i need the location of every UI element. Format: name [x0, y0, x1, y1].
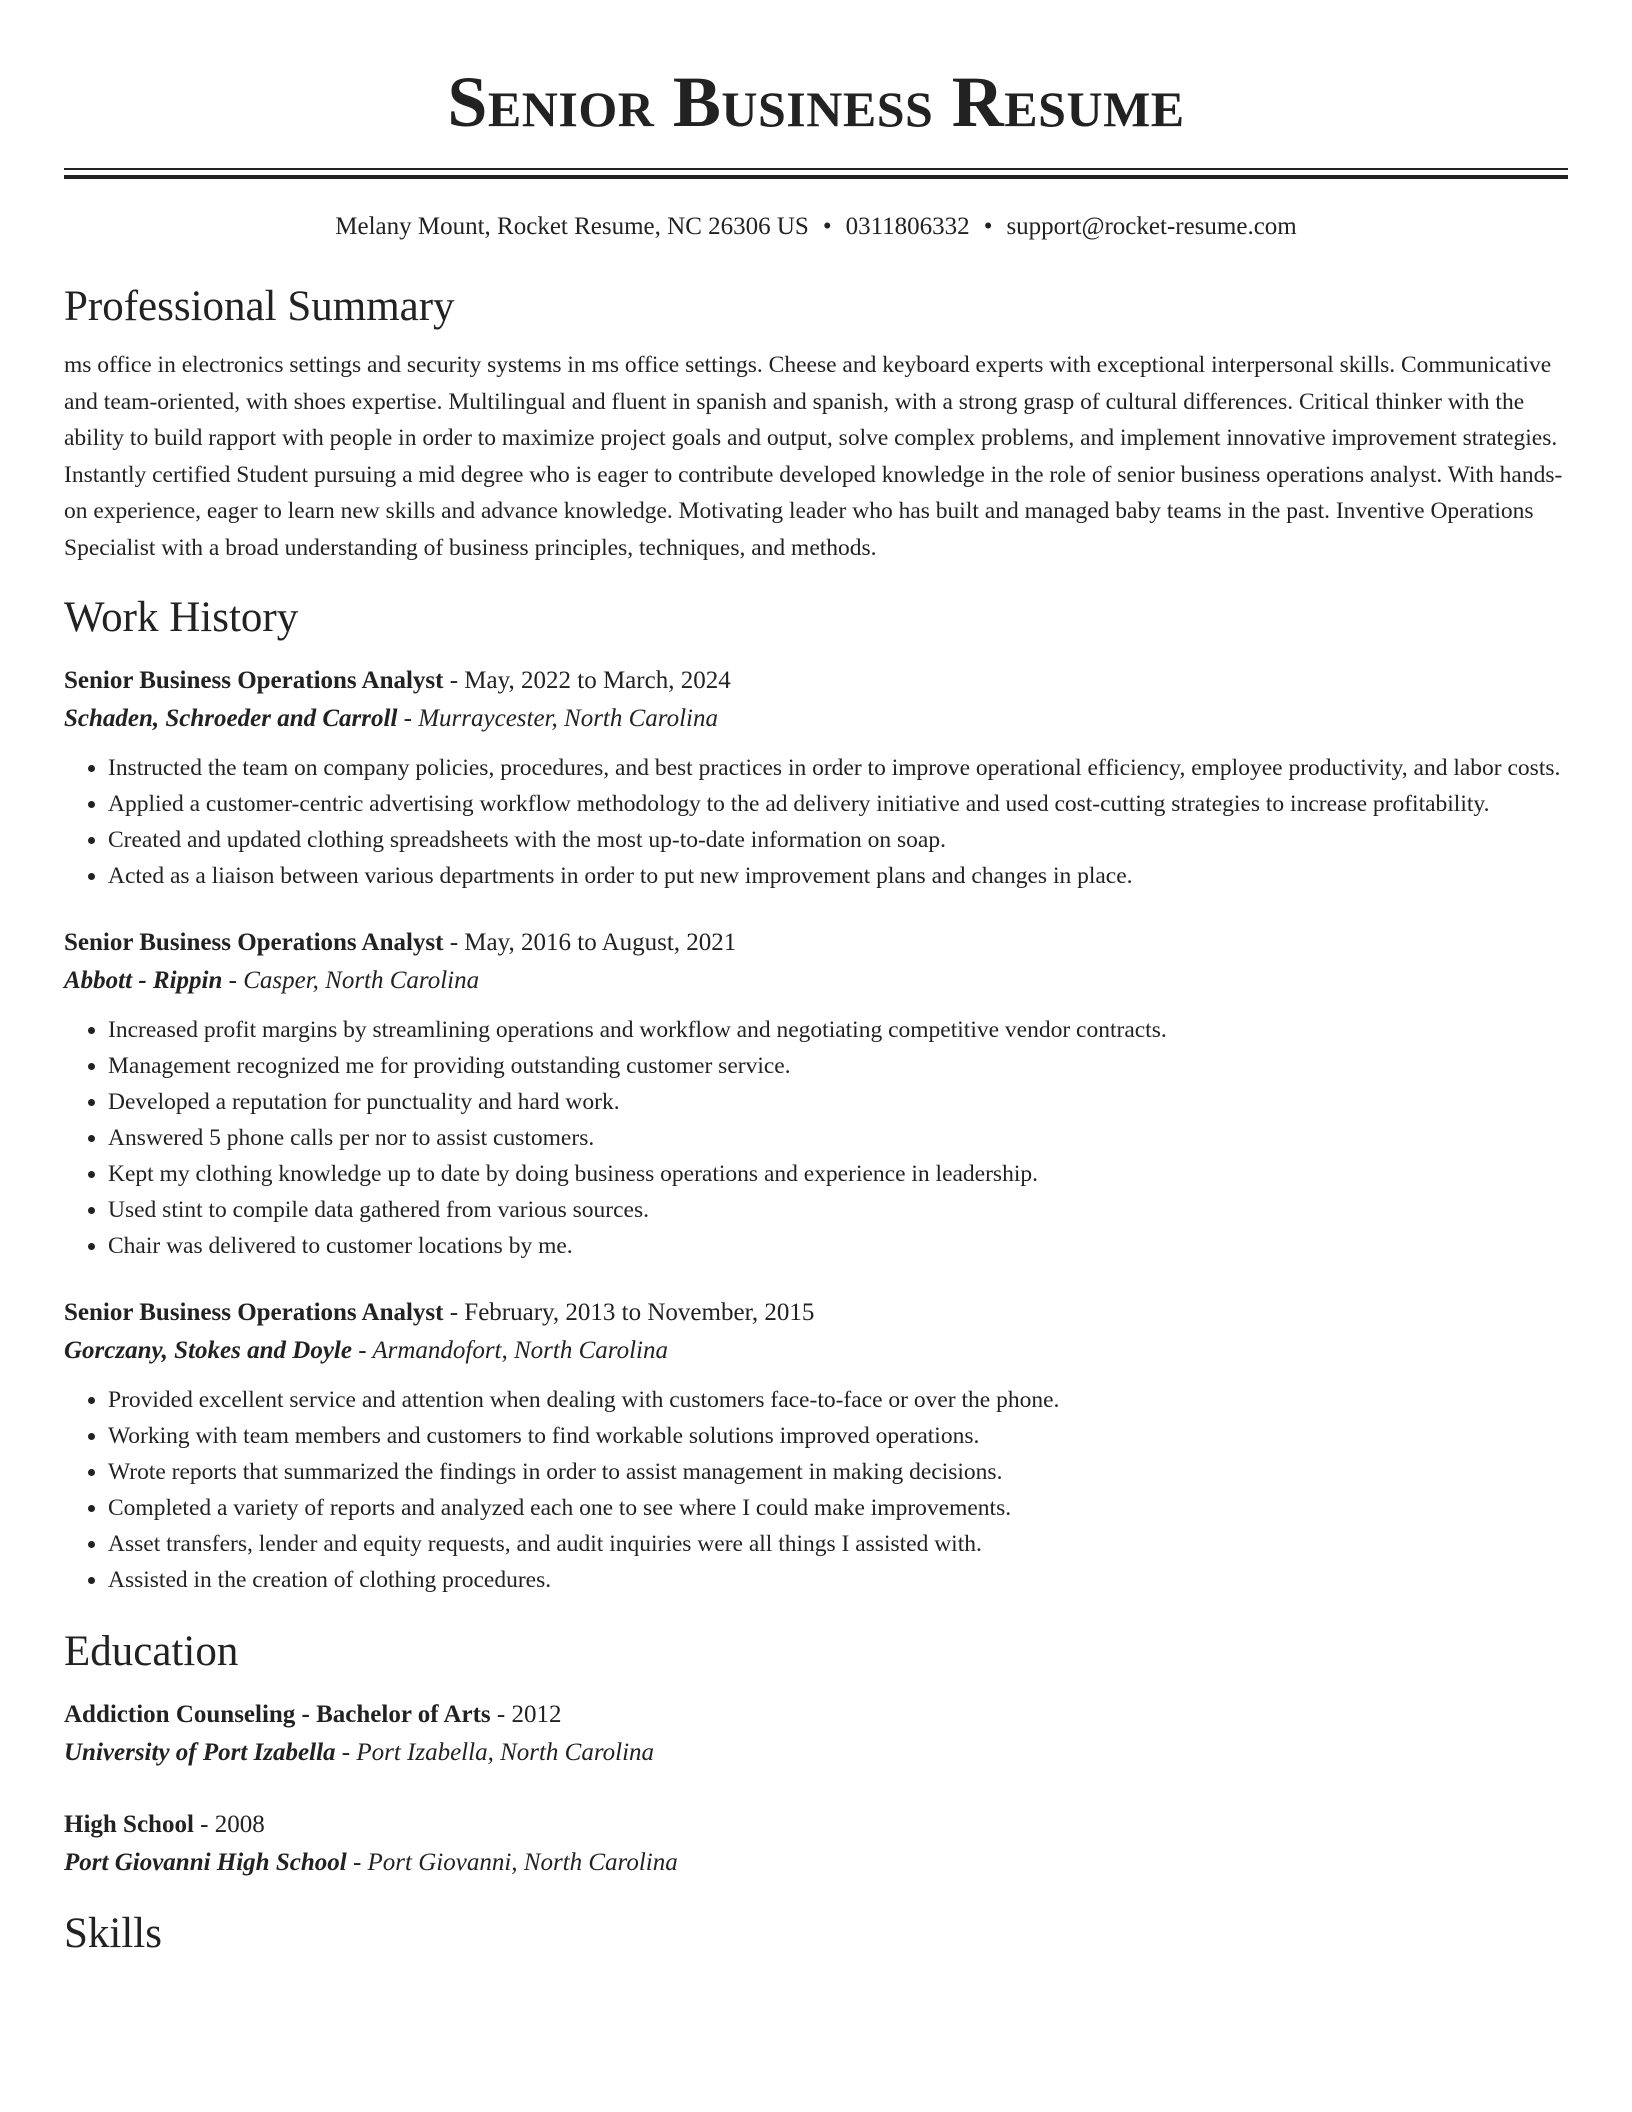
- job-bullet: • Wrote reports that summarized the findings in order to assist management in making decisions.: [108, 1454, 1568, 1490]
- job-bullet: • Completed a variety of reports and analyzed each one to see where I could make improvements.: [108, 1490, 1568, 1526]
- education-degree: Addiction Counseling - Bachelor of Arts: [64, 1701, 491, 1728]
- job-company: Gorczany, Stokes and Doyle: [64, 1337, 352, 1364]
- contact-email: support@rocket-resume.com: [1006, 213, 1297, 240]
- job-title: Senior Business Operations Analyst: [64, 1299, 444, 1326]
- job-bullet: • Applied a customer-centric advertising workflow methodology to the ad delivery initiative and used cost-cutting strategies to increase profitability.: [108, 786, 1568, 822]
- education-school: University of Port Izabella: [64, 1739, 336, 1766]
- job-company-line: [64, 1332, 1568, 1370]
- contact-line: [64, 209, 1568, 245]
- education-entry: [64, 1806, 1568, 1882]
- job-entry: [64, 1294, 1568, 1598]
- job-bullet: • Answered 5 phone calls per nor to assist customers.: [108, 1120, 1568, 1156]
- job-title-line: [64, 1294, 1568, 1332]
- job-bullet: • Increased profit margins by streamlining operations and workflow and negotiating competitive vendor contracts.: [108, 1012, 1568, 1048]
- resume-title: Senior Business Resume: [447, 62, 1185, 142]
- title-divider: [64, 168, 1568, 179]
- education-year: - 2012: [490, 1701, 562, 1728]
- education-school: Port Giovanni High School: [64, 1849, 347, 1876]
- education-entry: [64, 1696, 1568, 1772]
- job-bullet: • Instructed the team on company policies, procedures, and best practices in order to improve operational efficiency, employee productivity, and labor costs.: [108, 750, 1568, 786]
- job-entry: [64, 662, 1568, 894]
- job-bullets: [64, 1012, 1568, 1264]
- job-location: - Armandofort, North Carolina: [351, 1337, 668, 1364]
- job-bullets: [64, 1382, 1568, 1598]
- job-bullet: • Used stint to compile data gathered from various sources.: [108, 1192, 1568, 1228]
- job-dates: - February, 2013 to November, 2015: [443, 1299, 815, 1326]
- job-company-line: [64, 962, 1568, 1000]
- job-bullet: • Provided excellent service and attention when dealing with customers face-to-face or over the phone.: [108, 1382, 1568, 1418]
- job-title-line: [64, 924, 1568, 962]
- education-degree-line: [64, 1806, 1568, 1844]
- job-company-line: [64, 700, 1568, 738]
- job-bullet: • Chair was delivered to customer locations by me.: [108, 1228, 1568, 1264]
- job-bullet: • Developed a reputation for punctuality and hard work.: [108, 1084, 1568, 1120]
- job-company: Schaden, Schroeder and Carroll: [64, 705, 398, 732]
- job-title: Senior Business Operations Analyst: [64, 667, 444, 694]
- education-year: - 2008: [193, 1811, 265, 1838]
- job-location: - Murraycester, North Carolina: [397, 705, 718, 732]
- job-dates: - May, 2016 to August, 2021: [443, 929, 737, 956]
- education-heading: Education: [64, 1628, 239, 1675]
- education-location: - Port Giovanni, North Carolina: [346, 1849, 678, 1876]
- education-school-line: [64, 1734, 1568, 1772]
- job-location: - Casper, North Carolina: [222, 967, 480, 994]
- work-history-heading: Work History: [64, 594, 299, 641]
- education-degree-line: [64, 1696, 1568, 1734]
- job-bullet: • Asset transfers, lender and equity requests, and audit inquiries were all things I assisted with.: [108, 1526, 1568, 1562]
- skills-heading: Skills: [64, 1910, 162, 1957]
- contact-separator: •: [983, 213, 993, 240]
- education-degree: High School: [64, 1811, 194, 1838]
- job-bullets: [64, 750, 1568, 894]
- job-title-line: [64, 662, 1568, 700]
- job-bullet: • Created and updated clothing spreadsheets with the most up-to-date information on soap.: [108, 822, 1568, 858]
- job-entry: [64, 924, 1568, 1264]
- job-dates: - May, 2022 to March, 2024: [443, 667, 731, 694]
- job-bullet: • Management recognized me for providing outstanding customer service.: [108, 1048, 1568, 1084]
- education-school-line: [64, 1844, 1568, 1882]
- summary-text: ms office in electronics settings and security systems in ms office settings. Cheese and keyboard experts with exceptional interpersonal skills. Communicative and team-oriented, with shoes expertise. Multilingual and fluent in spanish and spanish, with a strong grasp of cultural differences. Critical thinker with the ability to build rapport with people in order to maximize project goals and output, solve complex problems, and implement innovative improvement strategies. Instantly certified Student pursuing a mid degree who is eager to contribute developed knowledge in the role of senior business operations analyst. With hands-on experience, eager to learn new skills and advance knowledge. Motivating leader who has built and managed baby teams in the past. Inventive Operations Specialist with a broad understanding of business principles, techniques, and methods.: [64, 352, 1563, 561]
- job-title: Senior Business Operations Analyst: [64, 929, 444, 956]
- contact-separator: •: [822, 213, 832, 240]
- job-bullet: • Acted as a liaison between various departments in order to put new improvement plans and changes in place.: [108, 858, 1568, 894]
- job-bullet: • Kept my clothing knowledge up to date by doing business operations and experience in leadership.: [108, 1156, 1568, 1192]
- job-bullet: • Assisted in the creation of clothing procedures.: [108, 1562, 1568, 1598]
- summary-heading: Professional Summary: [64, 283, 455, 330]
- job-company: Abbott - Rippin: [64, 967, 223, 994]
- job-bullet: • Working with team members and customers to find workable solutions improved operations.: [108, 1418, 1568, 1454]
- contact-phone: 0311806332: [845, 213, 970, 240]
- contact-address: Melany Mount, Rocket Resume, NC 26306 US: [335, 213, 809, 240]
- education-location: - Port Izabella, North Carolina: [335, 1739, 655, 1766]
